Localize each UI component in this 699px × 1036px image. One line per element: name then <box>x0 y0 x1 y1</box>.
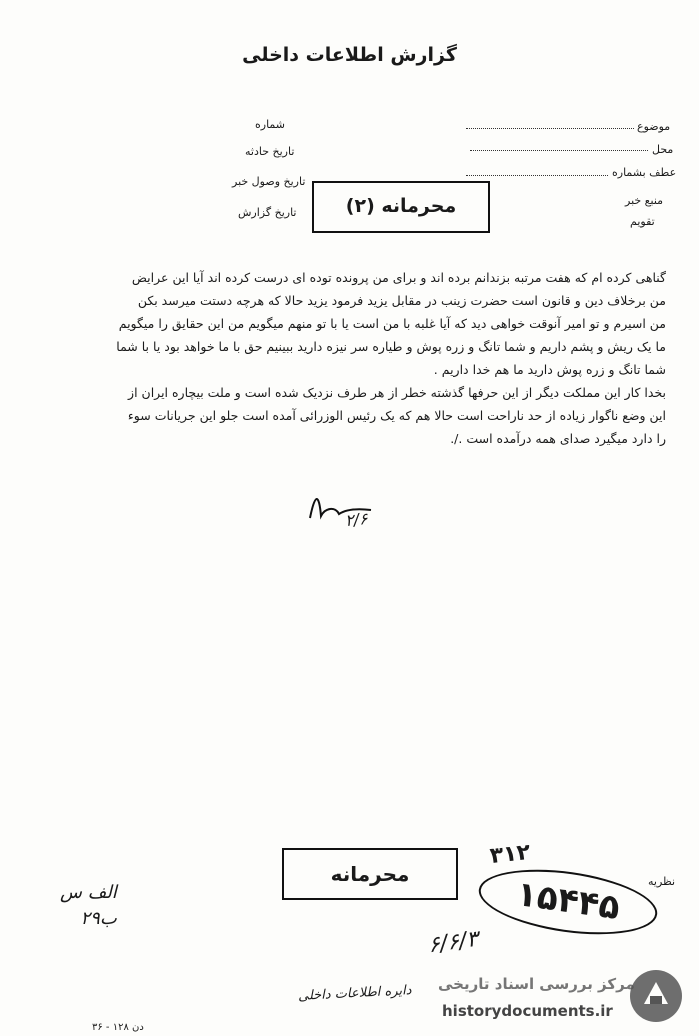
field-subject-label: موضوع <box>637 120 671 133</box>
handwritten-date: ۶/۶/۳ <box>426 926 480 959</box>
reference-line <box>466 175 608 176</box>
body-line: بخدا کار این مملکت دیگر از این حرفها گذشته خطر از هر طرف نزدیک شده است و ملت بیچاره ایران از <box>128 385 666 400</box>
field-report-date-label: تاریخ گزارش <box>238 206 297 219</box>
report-body <box>38 266 666 450</box>
body-line: گناهی کرده ام که هفت مرتبه بزندانم برده اند و برای من پرونده توده ای درست کرده اند آیا این عرایض <box>131 270 666 285</box>
field-number-label: شماره <box>255 118 286 131</box>
bottom-signature: دایره اطلاعات داخلی <box>297 983 412 1004</box>
field-incident-date-label: تاریخ حادثه <box>245 145 295 158</box>
margin-note: ب۲۹ <box>80 908 117 929</box>
margin-notes <box>60 880 117 932</box>
margin-note: الف س <box>60 882 117 903</box>
subject-line <box>466 128 634 129</box>
field-reference-label: عطف بشماره <box>612 166 677 179</box>
location-line <box>470 150 648 151</box>
body-line: من اسیرم و تو امیر آنوقت خواهی دید که آیا غلبه با من است یا با تو منهم میگویم من این حقایق را میگویم <box>118 316 666 331</box>
body-line: من برخلاف دین و قانون است حضرت زینب در مقابل یزید فرمود یزید حالا که هرچه دستت میرسد بکن <box>137 293 666 308</box>
document-title: گزارش اطلاعات داخلی <box>242 44 457 66</box>
watermark-text-fa: مرکز بررسی اسناد تاریخی <box>438 975 635 993</box>
body-line: این وضع ناگوار زیاده از حد ناراحت است حالا هم که یک رئیس الوزرائی آمده است جلو این جریانات سوء <box>127 408 666 423</box>
field-receipt-date-label: تاریخ وصول خبر <box>232 175 306 188</box>
document-code: دن ۱۲۸ - ۳۶ <box>92 1022 144 1033</box>
field-source-label: منبع خبر <box>625 194 664 207</box>
field-assessment-label: تقویم <box>630 215 655 228</box>
handwritten-number: ۳۱۲ <box>488 839 532 870</box>
field-location-label: محل <box>652 143 674 156</box>
registration-number: ۱۵۴۴۵ <box>475 860 662 944</box>
body-line: ما یک ریش و پشم داریم و شما تانگ و زره پوش و طیاره سر نیزه دارید ببینیم حق با ما خواهد بود یا با شما <box>116 339 666 354</box>
body-line: را دارد میگیرد صدای همه درآمده است ./. <box>450 431 666 446</box>
footer-confidential-stamp: محرمانه <box>282 848 458 900</box>
signature-date: ۲/۶ <box>344 508 369 531</box>
archive-logo-icon <box>626 966 686 1026</box>
confidential-stamp: محرمانه (۲) <box>312 181 490 233</box>
watermark-text-en: historydocuments.ir <box>442 1002 613 1020</box>
body-line: شما تانگ و زره پوش دارید ما هم خدا داریم . <box>433 362 666 377</box>
opinion-label: نظریه <box>648 875 676 888</box>
